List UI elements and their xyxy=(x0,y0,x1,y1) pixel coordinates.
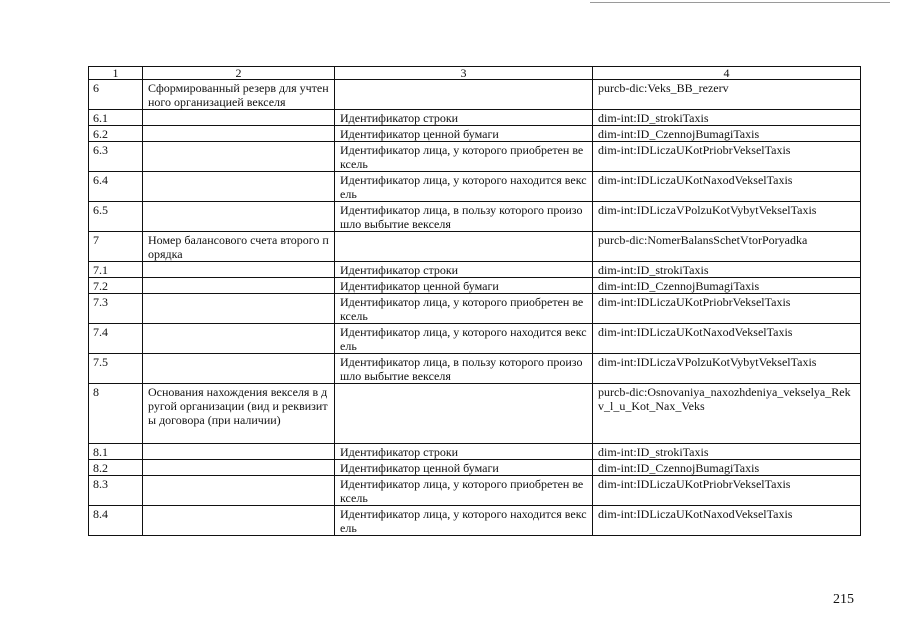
code-cell: dim-int:IDLiczaUKotNaxodVekselTaxis xyxy=(593,324,861,354)
name-cell xyxy=(143,354,335,384)
name-cell xyxy=(143,444,335,460)
row-number-cell: 7.3 xyxy=(89,294,143,324)
row-number-cell: 6.2 xyxy=(89,126,143,142)
table-row xyxy=(89,110,861,126)
description-cell: Идентификатор лица, в пользу которого произошло выбытие векселя xyxy=(335,202,593,232)
name-cell xyxy=(143,202,335,232)
table-row xyxy=(89,80,861,110)
table-row xyxy=(89,294,861,324)
table-row xyxy=(89,324,861,354)
name-cell xyxy=(143,142,335,172)
name-cell xyxy=(143,476,335,506)
row-number-cell: 8.4 xyxy=(89,506,143,536)
name-cell: Сформированный резерв для учтенного организацией векселя xyxy=(143,80,335,110)
header-cell: 1 xyxy=(89,67,143,80)
description-cell: Идентификатор ценной бумаги xyxy=(335,460,593,476)
row-number-cell: 7.1 xyxy=(89,262,143,278)
description-cell xyxy=(335,80,593,110)
row-number-cell: 6.4 xyxy=(89,172,143,202)
name-cell xyxy=(143,506,335,536)
code-cell: dim-int:IDLiczaUKotNaxodVekselTaxis xyxy=(593,172,861,202)
code-cell: dim-int:ID_strokiTaxis xyxy=(593,444,861,460)
name-cell xyxy=(143,172,335,202)
name-cell xyxy=(143,324,335,354)
description-cell: Идентификатор лица, у которого находится вексель xyxy=(335,506,593,536)
table-row xyxy=(89,172,861,202)
description-cell xyxy=(335,384,593,444)
row-number-cell: 7.2 xyxy=(89,278,143,294)
name-cell xyxy=(143,262,335,278)
description-cell: Идентификатор лица, у которого находится вексель xyxy=(335,172,593,202)
row-number-cell: 7.5 xyxy=(89,354,143,384)
description-cell xyxy=(335,232,593,262)
table-row xyxy=(89,142,861,172)
code-cell: purcb-dic:Veks_BB_rezerv xyxy=(593,80,861,110)
table-row xyxy=(89,232,861,262)
code-cell: dim-int:ID_CzennojBumagiTaxis xyxy=(593,460,861,476)
table-row xyxy=(89,354,861,384)
code-cell: purcb-dic:Osnovaniya_naxozhdeniya_vekselya_Rekv_l_u_Kot_Nax_Veks xyxy=(593,384,861,444)
header-row xyxy=(89,67,861,80)
name-cell: Основания нахождения векселя в другой организации (вид и реквизиты договора (при наличии) xyxy=(143,384,335,444)
description-cell: Идентификатор лица, у которого приобретен вексель xyxy=(335,294,593,324)
data-table xyxy=(88,66,861,536)
description-cell: Идентификатор лица, в пользу которого произошло выбытие векселя xyxy=(335,354,593,384)
row-number-cell: 6.5 xyxy=(89,202,143,232)
code-cell: dim-int:IDLiczaUKotPriobrVekselTaxis xyxy=(593,476,861,506)
row-number-cell: 6 xyxy=(89,80,143,110)
code-cell: dim-int:IDLiczaVPolzuKotVybytVekselTaxis xyxy=(593,354,861,384)
description-cell: Идентификатор лица, у которого приобретен вексель xyxy=(335,142,593,172)
description-cell: Идентификатор лица, у которого находится вексель xyxy=(335,324,593,354)
row-number-cell: 8.3 xyxy=(89,476,143,506)
page-number: 215 xyxy=(833,592,854,607)
table-row xyxy=(89,202,861,232)
row-number-cell: 8.2 xyxy=(89,460,143,476)
description-cell: Идентификатор строки xyxy=(335,110,593,126)
code-cell: dim-int:ID_strokiTaxis xyxy=(593,110,861,126)
table-row xyxy=(89,506,861,536)
name-cell: Номер балансового счета второго порядка xyxy=(143,232,335,262)
code-cell: dim-int:ID_strokiTaxis xyxy=(593,262,861,278)
row-number-cell: 7.4 xyxy=(89,324,143,354)
code-cell: dim-int:IDLiczaUKotPriobrVekselTaxis xyxy=(593,142,861,172)
top-rule xyxy=(590,2,890,3)
code-cell: purcb-dic:NomerBalansSchetVtorPoryadka xyxy=(593,232,861,262)
table-row xyxy=(89,278,861,294)
description-cell: Идентификатор лица, у которого приобретен вексель xyxy=(335,476,593,506)
table-row xyxy=(89,460,861,476)
code-cell: dim-int:ID_CzennojBumagiTaxis xyxy=(593,126,861,142)
code-cell: dim-int:IDLiczaUKotPriobrVekselTaxis xyxy=(593,294,861,324)
table-row xyxy=(89,126,861,142)
code-cell: dim-int:ID_CzennojBumagiTaxis xyxy=(593,278,861,294)
description-cell: Идентификатор ценной бумаги xyxy=(335,278,593,294)
code-cell: dim-int:IDLiczaUKotNaxodVekselTaxis xyxy=(593,506,861,536)
name-cell xyxy=(143,278,335,294)
row-number-cell: 6.3 xyxy=(89,142,143,172)
code-cell: dim-int:IDLiczaVPolzuKotVybytVekselTaxis xyxy=(593,202,861,232)
description-cell: Идентификатор строки xyxy=(335,262,593,278)
name-cell xyxy=(143,126,335,142)
name-cell xyxy=(143,110,335,126)
description-cell: Идентификатор ценной бумаги xyxy=(335,126,593,142)
description-cell: Идентификатор строки xyxy=(335,444,593,460)
header-cell: 2 xyxy=(143,67,335,80)
table-row xyxy=(89,262,861,278)
name-cell xyxy=(143,460,335,476)
row-number-cell: 7 xyxy=(89,232,143,262)
row-number-cell: 8.1 xyxy=(89,444,143,460)
row-number-cell: 6.1 xyxy=(89,110,143,126)
table-row xyxy=(89,476,861,506)
header-cell: 3 xyxy=(335,67,593,80)
name-cell xyxy=(143,294,335,324)
header-cell: 4 xyxy=(593,67,861,80)
table-row xyxy=(89,444,861,460)
table-row xyxy=(89,384,861,444)
row-number-cell: 8 xyxy=(89,384,143,444)
